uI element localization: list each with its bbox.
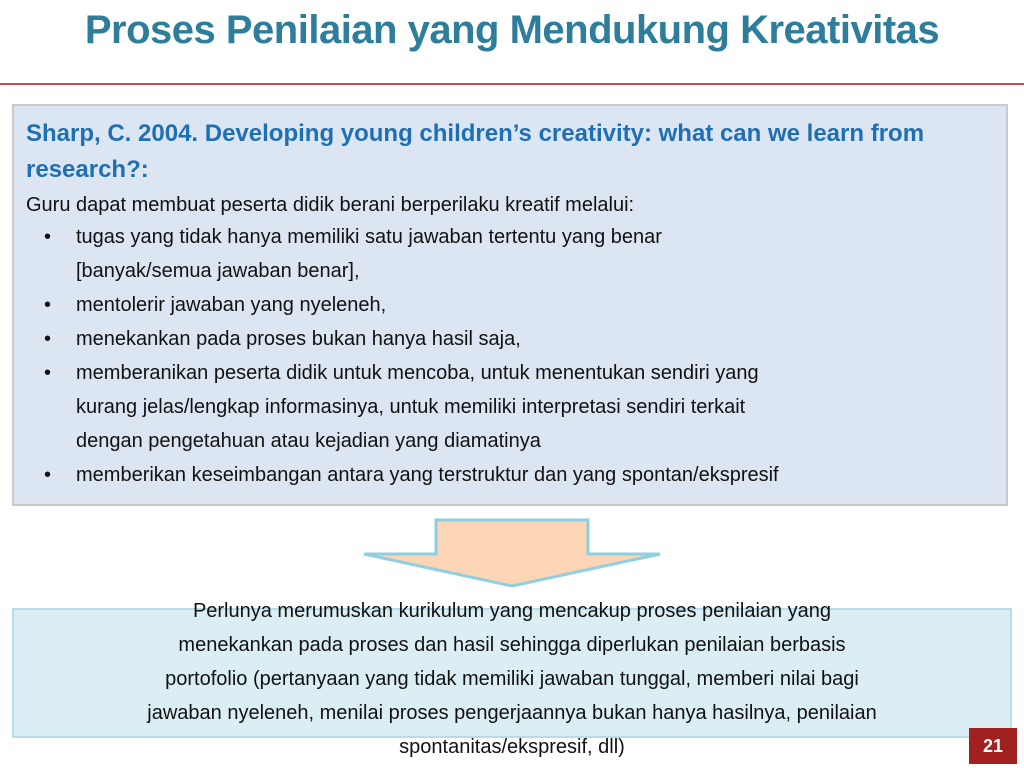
bullet-list: [26, 220, 994, 492]
list-item-line: memberanikan peserta didik untuk mencoba, untuk menentukan sendiri yang: [76, 362, 759, 384]
slide-title: Proses Penilaian yang Mendukung Kreativitas: [84, 8, 940, 52]
bullet-marker: •: [44, 226, 52, 248]
reference-box: [12, 104, 1008, 506]
down-arrow-icon: [362, 518, 662, 588]
intro-text: Guru dapat membuat peserta didik berani berperilaku kreatif melalui:: [26, 194, 635, 216]
conclusion-line: menekankan pada proses dan hasil sehingga diperlukan penilaian berbasis: [178, 634, 846, 656]
title-divider: [0, 83, 1024, 85]
bullet-marker: •: [44, 464, 52, 486]
bullet-marker: •: [44, 328, 52, 350]
list-item-line: kurang jelas/lengkap informasinya, untuk memiliki interpretasi sendiri terkait: [76, 396, 746, 418]
bullet-marker: •: [44, 294, 52, 316]
conclusion-line: portofolio (pertanyaan yang tidak memiliki jawaban tunggal, memberi nilai bagi: [165, 668, 859, 690]
conclusion-line: spontanitas/ekspresif, dll): [399, 736, 625, 758]
list-item: [26, 288, 994, 322]
page-number-badge: 21: [969, 728, 1017, 764]
list-item-line: tugas yang tidak hanya memiliki satu jawaban tertentu yang benar: [76, 226, 662, 248]
conclusion-text: [30, 594, 994, 764]
reference-citation: Sharp, C. 2004. Developing young children’s creativity: what can we learn from research?:: [26, 120, 925, 183]
list-item-line: dengan pengetahuan atau kejadian yang diamatinya: [76, 430, 541, 452]
list-item-line: menekankan pada proses bukan hanya hasil saja,: [76, 328, 521, 350]
list-item-line: mentolerir jawaban yang nyeleneh,: [76, 294, 387, 316]
conclusion-line: Perlunya merumuskan kurikulum yang mencakup proses penilaian yang: [192, 600, 832, 622]
list-item: [26, 458, 994, 492]
list-item-line: memberikan keseimbangan antara yang terstruktur dan yang spontan/ekspresif: [76, 464, 779, 486]
list-item: [26, 220, 994, 288]
list-item-line: [banyak/semua jawaban benar],: [76, 260, 360, 282]
bullet-marker: •: [44, 362, 52, 384]
conclusion-line: jawaban nyeleneh, menilai proses pengerjaannya bukan hanya hasilnya, penilaian: [147, 702, 877, 724]
list-item: [26, 322, 994, 356]
list-item: [26, 356, 994, 458]
